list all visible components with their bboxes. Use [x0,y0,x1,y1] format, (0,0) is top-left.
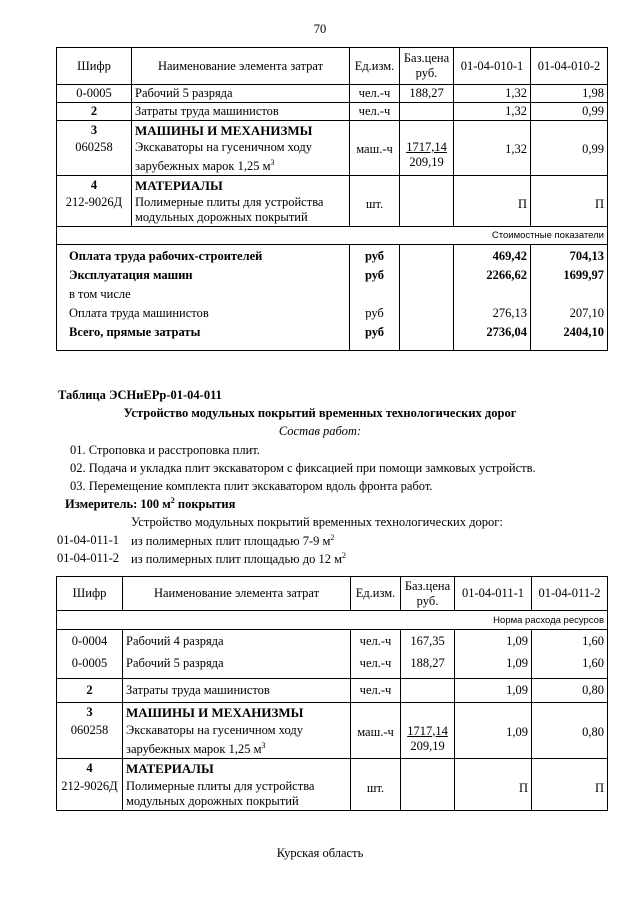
cell-value-2: 1,60 [532,630,608,651]
cell-code: 060258 [70,722,109,737]
cell-name: Экскаваторы на гусеничном ходу [135,140,312,154]
works-title: Состав работ: [278,424,362,438]
cell-code: 0-0005 [57,85,132,103]
cost-value-2: 1699,97 [531,265,608,284]
cell-value-2: 0,80 [532,678,608,702]
description: Устройство модульных покрытий временных технологических дорог: [131,515,503,529]
item-text [131,533,334,549]
cell-price: 1717,14 [407,723,448,738]
header-col2: 01-04-011-2 [532,577,608,611]
cell-value-2: 0,99 [531,121,608,176]
cost-unit: руб [350,322,400,350]
item-text [131,551,346,567]
cost-row [57,245,608,266]
item-text-main: из полимерных плит площадью 7-9 м [131,534,331,549]
cost-value-1: 276,13 [454,303,531,322]
meter-text: Измеритель: 100 м [65,497,171,512]
cell-value-1: 1,32 [454,121,531,176]
page-number: 70 [313,22,327,36]
cell-unit: шт. [351,758,401,810]
cell-value-2: 1,60 [532,650,608,678]
cell-price: 167,35 [401,630,455,651]
cell-code: 212-9026Д [61,778,118,793]
header-base-price: Баз.цена руб. [401,577,455,611]
cell-unit: чел.-ч [350,85,400,103]
cell-value-2: 0,80 [532,702,608,758]
header-col1: 01-04-011-1 [455,577,532,611]
cost-unit: руб [350,265,400,284]
header-col2: 01-04-010-2 [531,48,608,85]
cell-name: зарубежных марок 1,25 м [126,741,262,756]
table-row [57,678,608,702]
cell-name: Рабочий 5 разряда [132,85,350,103]
section-number: 3 [90,123,98,137]
cell-name: Рабочий 4 разряда [123,630,351,651]
work-item: 02. Подача и укладка плит экскаватором с фиксацией при помощи замковых устройств. [70,461,536,475]
cost-value-2: 207,10 [531,303,608,322]
header-code: Шифр [57,48,132,85]
cell-code: 060258 [75,140,113,154]
cost-label: в том числе [57,284,350,303]
section-title: МАТЕРИАЛЫ [126,760,214,776]
norm-label: Норма расхода ресурсов [57,611,608,630]
cell-value-2: П [531,176,608,227]
cost-unit: руб [350,303,400,322]
cell-value-2: 1,98 [531,85,608,103]
cost-unit: руб [350,245,400,266]
header-unit: Ед.изм. [350,48,400,85]
cell-price-2: 209,19 [410,738,445,753]
cost-row [57,303,608,322]
resource-table-2 [56,576,608,811]
cost-value-2: 704,13 [531,245,608,266]
cell-value-1: П [454,176,531,227]
cell-code: 2 [57,103,132,121]
cost-label: Оплата труда машинистов [57,303,350,322]
section-number: 4 [86,760,93,775]
cost-row [57,284,608,303]
cell-name: модульных дорожных покрытий [126,793,299,808]
cell-name: Экскаваторы на гусеничном ходу [126,722,303,737]
cell-code: 0-0004 [57,630,123,651]
cell-name: Полимерные плиты для устройства [135,195,324,210]
header-code: Шифр [57,577,123,611]
cell-unit: маш.-ч [351,702,401,758]
cost-label: Эксплуатация машин [57,265,350,284]
cell-name: модульных дорожных покрытий [135,210,308,225]
cell-name: зарубежных марок 1,25 м [135,159,271,174]
cell-code: 0-0005 [57,650,123,678]
cell-unit: чел.-ч [351,630,401,651]
table-row [57,85,608,103]
cost-value-2: 2404,10 [531,322,608,350]
section-title: МАШИНЫ И МЕХАНИЗМЫ [135,123,313,138]
table-label: Таблица ЭСНиЕРр-01-04-011 [58,388,222,402]
cost-indicators-label: Стоимостные показатели [57,227,608,245]
cost-label: Оплата труда рабочих-строителей [57,245,350,266]
cost-value-1: 2736,04 [454,322,531,350]
cell-value-1: 1,09 [455,678,532,702]
work-item: 01. Строповка и расстроповка плит. [70,443,260,457]
cost-row [57,265,608,284]
table-row [57,650,608,678]
table-row [57,176,608,227]
header-name: Наименование элемента затрат [123,577,351,611]
cell-name: Затраты труда машинистов [132,103,350,121]
section-title: МАТЕРИАЛЫ [135,178,223,194]
header-unit: Ед.изм. [351,577,401,611]
cell-unit: шт. [350,176,400,227]
cell-unit: чел.-ч [351,678,401,702]
header-col1: 01-04-010-1 [454,48,531,85]
cell-price: 188,27 [401,650,455,678]
cell-sup: 3 [270,158,275,167]
cell-price: 188,27 [400,85,454,103]
cell-value-1: 1,09 [455,702,532,758]
cell-value-1: 1,09 [455,630,532,651]
item-text-main: из полимерных плит площадью до 12 м [131,552,342,567]
cost-label: Всего, прямые затраты [57,322,350,350]
table-row [57,103,608,121]
cost-value-1: 2266,62 [454,265,531,284]
cell-name: Полимерные плиты для устройства [126,778,315,793]
cell-price: 1717,14 [406,140,447,154]
item-sup: 2 [341,551,346,560]
table-row [57,758,608,810]
meter-tail: покрытия [174,497,236,512]
cell-unit: маш.-ч [350,121,400,176]
section-title: Устройство модульных покрытий временных технологических дорог [123,406,517,420]
footer: Курская область [276,846,364,860]
cell-sup: 3 [261,740,266,750]
cell-value-2: П [532,758,608,810]
header-name: Наименование элемента затрат [132,48,350,85]
cell-value-1: П [455,758,532,810]
cost-row [57,322,608,350]
cell-name: Затраты труда машинистов [123,678,351,702]
table-row [57,121,608,176]
cell-value-2: 0,99 [531,103,608,121]
header-base-price: Баз.цена руб. [400,48,454,85]
cost-value-1: 469,42 [454,245,531,266]
item-code: 01-04-011-1 [57,533,120,547]
item-sup: 2 [330,533,335,542]
meter-sup: 2 [170,496,175,505]
work-item: 03. Перемещение комплекта плит экскаватором вдоль фронта работ. [70,479,433,493]
meter [65,496,235,512]
item-code: 01-04-011-2 [57,551,120,565]
cell-code: 212-9026Д [65,195,123,210]
section-number: 3 [86,704,93,719]
table-row [57,702,608,758]
section-title: МАШИНЫ И МЕХАНИЗМЫ [126,704,304,720]
cell-value-1: 1,09 [455,650,532,678]
cell-name: Рабочий 5 разряда [123,650,351,678]
cell-price-2: 209,19 [409,155,444,169]
cell-code: 2 [57,678,123,702]
cell-unit: чел.-ч [351,650,401,678]
resource-table-1 [56,47,608,351]
cell-value-1: 1,32 [454,103,531,121]
cell-value-1: 1,32 [454,85,531,103]
cell-unit: чел.-ч [350,103,400,121]
table-row [57,630,608,651]
section-number: 4 [90,178,98,193]
